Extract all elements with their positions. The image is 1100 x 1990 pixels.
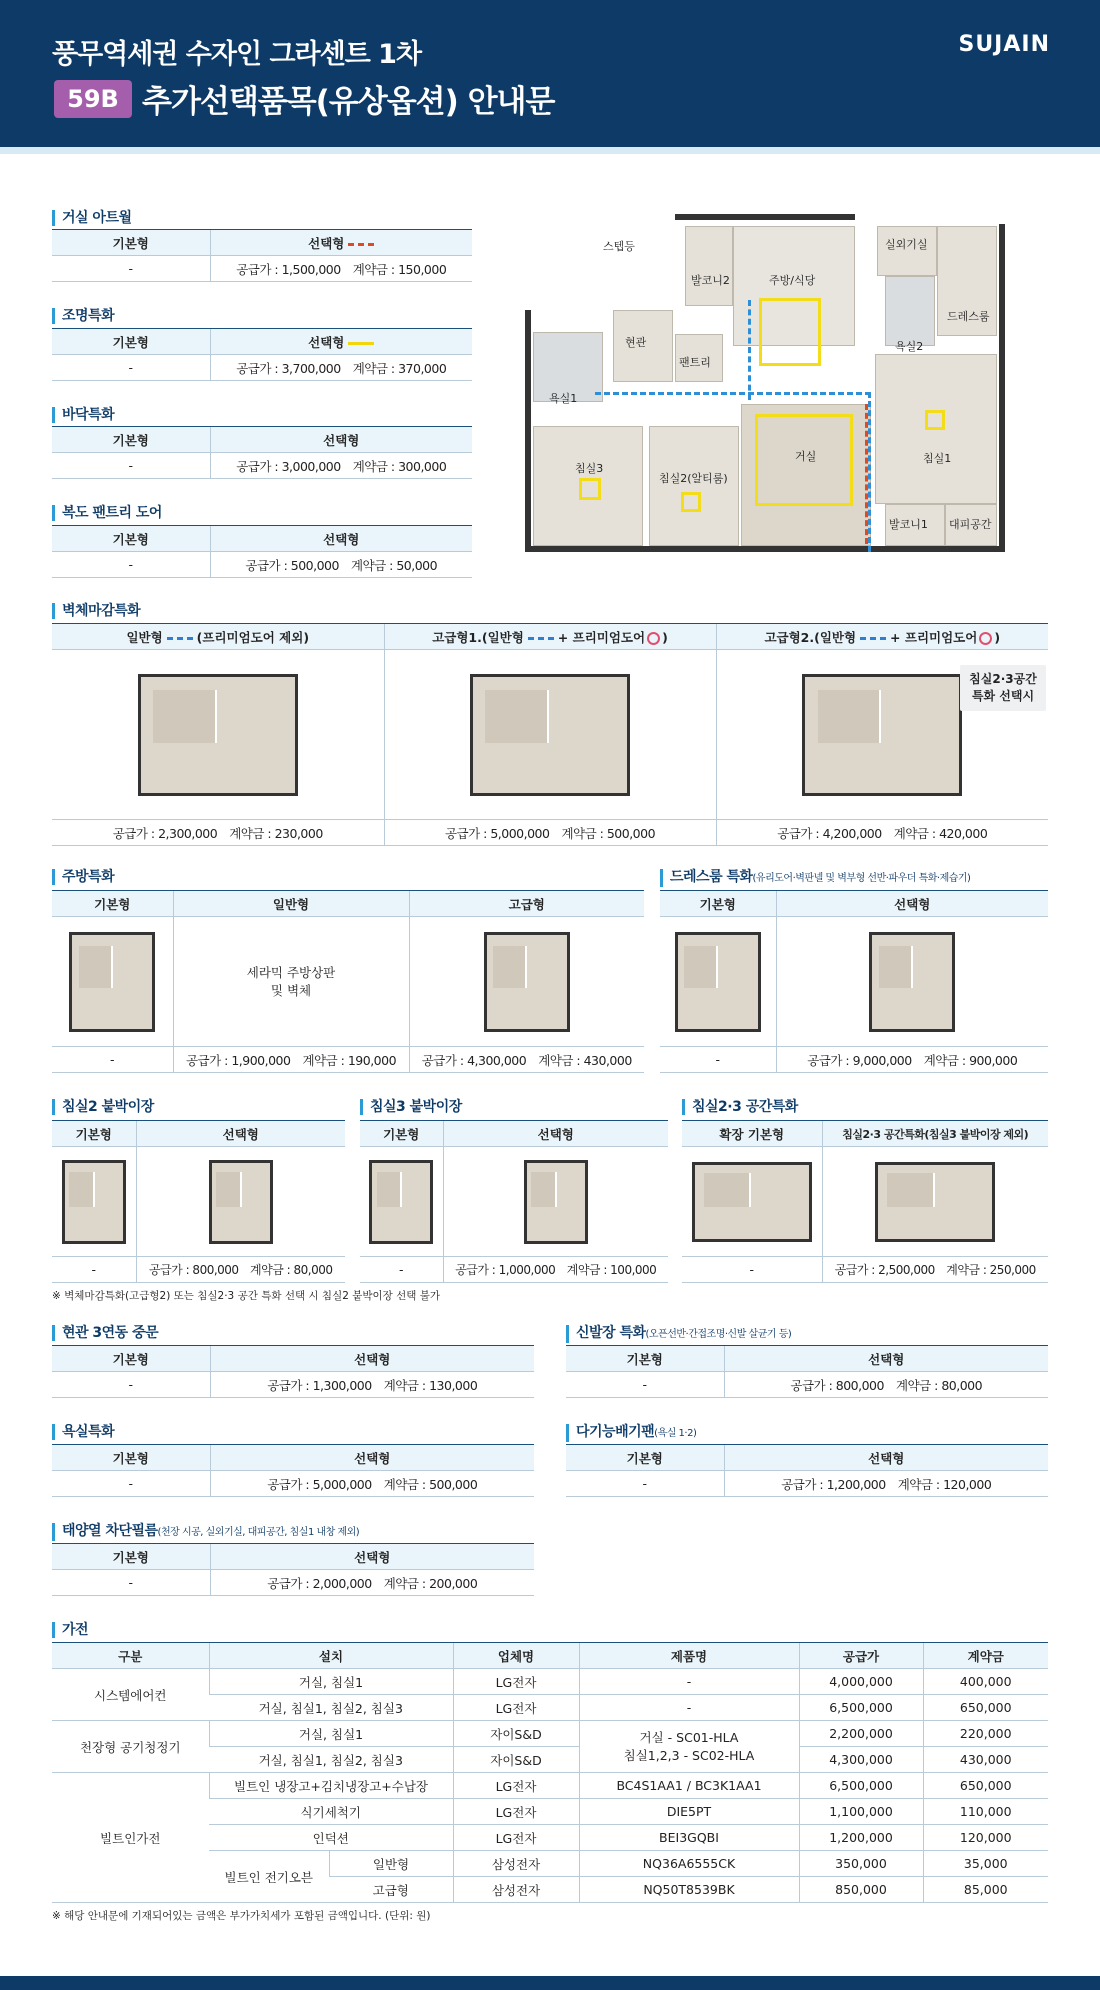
section-title-entrance: 현관 3연동 중문	[52, 1325, 158, 1341]
lighting-table: 기본형 선택형 - 공급가 : 3,700,000 계약금 : 370,000	[52, 328, 472, 381]
section-title-floor: 바닥특화	[52, 407, 114, 423]
floor-plan-thumbnail	[138, 674, 298, 796]
table-row: 빌트인 전기오븐 일반형 삼성전자 NQ36A6555CK 350,000 35,000	[52, 1851, 1048, 1877]
table-row: 거실, 침실1, 침실2, 침실3 자이S&D 4,300,000 430,000	[52, 1747, 1048, 1773]
bed2-basic-thumbnail	[62, 1160, 126, 1244]
group-builtin: 빌트인가전	[52, 1773, 209, 1903]
dressroom-thumbnail	[869, 932, 955, 1032]
section-title-wall-art: 거실 아트월	[52, 210, 132, 226]
kitchen-basic-image	[52, 917, 173, 1047]
kitchen-table: 기본형 일반형 고급형 세라믹 주방상판 및 벽체 - 공급가 : 1,900,000 계약금 : 190,000 공급가 : 4,300,000 계약금 : 430,000	[52, 890, 644, 1073]
yellow-line-legend-icon	[348, 342, 374, 345]
section-title-bed2-closet: 침실2 붙박이장	[52, 1099, 154, 1115]
wall-finish-price-1: 공급가 : 2,300,000 계약금 : 230,000	[52, 820, 384, 846]
fan-price: 공급가 : 1,200,000 계약금 : 120,000	[724, 1471, 1048, 1497]
vat-footnote: ※ 해당 안내문에 기재되어있는 금액은 부가가치세가 포함된 금액입니다. (단위: 원)	[52, 1910, 431, 1922]
table-row: 시스템에어컨 거실, 침실1 LG전자 - 4,000,000 400,000	[52, 1669, 1048, 1695]
floor-plan-thumbnail	[470, 674, 630, 796]
section-title-shoe: 신발장 특화(오픈선반·간접조명·신발 살균기 등)	[566, 1325, 791, 1343]
film-table: 기본형 선택형 - 공급가 : 2,000,000 계약금 : 200,000	[52, 1543, 534, 1596]
section-title-fan: 다기능배기팬(욕실 1·2)	[566, 1424, 696, 1442]
dressroom-price: 공급가 : 9,000,000 계약금 : 900,000	[776, 1047, 1048, 1073]
entrance-table: 기본형 선택형 - 공급가 : 1,300,000 계약금 : 130,000	[52, 1345, 534, 1398]
bed23-option-tag: 침실2·3공간 특화 선택시	[960, 665, 1046, 711]
red-circle-legend-icon	[979, 632, 992, 645]
col-basic: 기본형	[52, 230, 210, 256]
shoe-table: 기본형 선택형 - 공급가 : 800,000 계약금 : 80,000	[566, 1345, 1048, 1398]
bed3-closet-price: 공급가 : 1,000,000 계약금 : 100,000	[443, 1257, 668, 1283]
fan-table: 기본형 선택형 - 공급가 : 1,200,000 계약금 : 120,000	[566, 1444, 1048, 1497]
wall-finish-note: ※ 벽체마감특화(고급형2) 또는 침실2·3 공간 특화 선택 시 침실2 붙박이장 선택 불가	[52, 1290, 441, 1302]
section-title-appliance: 가전	[52, 1622, 88, 1638]
wall-finish-table: 일반형 (프리미엄도어 제외) 고급형1.(일반형 + 프리미엄도어 ) 고급형2.(일반형 + 프리미엄도어 ) 공급가 : 2,300,000 계약금 : 230,000 공급가 : 5,000,000 계약금 : 500,000 공급가 : 4,200,000 계약금 : 420,000	[52, 623, 1048, 846]
section-title-bath: 욕실특화	[52, 1424, 114, 1440]
section-title-bed3-closet: 침실3 붙박이장	[360, 1099, 462, 1115]
bed3-closet-thumbnail	[524, 1160, 588, 1244]
kitchen-general-desc: 세라믹 주방상판 및 벽체	[173, 917, 409, 1047]
lighting-price: 공급가 : 3,700,000 계약금 : 370,000	[210, 355, 472, 381]
film-price: 공급가 : 2,000,000 계약금 : 200,000	[210, 1570, 534, 1596]
group-oven: 빌트인 전기오븐	[209, 1851, 329, 1903]
room-bath2	[885, 276, 935, 346]
bed3-closet-table: 기본형 선택형 - 공급가 : 1,000,000 계약금 : 100,000	[360, 1120, 668, 1283]
pantry-door-table: 기본형 선택형 - 공급가 : 500,000 계약금 : 50,000	[52, 525, 472, 578]
section-title-bed23-space: 침실2·3 공간특화	[682, 1099, 798, 1115]
footer-bar	[0, 1976, 1100, 1990]
bed23-space-thumbnail	[875, 1162, 995, 1242]
floor-table: 기본형 선택형 - 공급가 : 3,000,000 계약금 : 300,000	[52, 426, 472, 479]
blue-dash-legend-icon	[860, 637, 886, 640]
bath-table: 기본형 선택형 - 공급가 : 5,000,000 계약금 : 500,000	[52, 1444, 534, 1497]
page-header	[0, 0, 1100, 147]
unit-type-badge: 59B	[54, 80, 132, 118]
kitchen-price-premium: 공급가 : 4,300,000 계약금 : 430,000	[409, 1047, 644, 1073]
entrance-price: 공급가 : 1,300,000 계약금 : 130,000	[210, 1372, 534, 1398]
floor-price: 공급가 : 3,000,000 계약금 : 300,000	[210, 453, 472, 479]
bed2-closet-table: 기본형 선택형 - 공급가 : 800,000 계약금 : 80,000	[52, 1120, 345, 1283]
floor-plan: 스텝등 발코니2 주방/식당 실외기실 드레스룸 현관 팬트리 욕실2 욕실1 침실3 침실2(알티룸) 거실 침실1 발코니1 대피공간	[525, 214, 1005, 554]
bed23-basic-thumbnail	[692, 1162, 812, 1242]
brand-logo: SUJAIN	[958, 32, 1050, 57]
wall-finish-price-3: 공급가 : 4,200,000 계약금 : 420,000	[716, 820, 1048, 846]
red-dash-legend-icon	[348, 243, 374, 246]
section-title-film: 태양열 차단필름(천장 시공, 실외기실, 대피공간, 침실1 내창 제외)	[52, 1523, 359, 1541]
dressroom-basic-image	[660, 917, 776, 1047]
bed3-basic-thumbnail	[369, 1160, 433, 1244]
blue-dash-legend-icon	[167, 637, 193, 640]
appliance-table: 구분 설치 업체명 제품명 공급가 계약금 시스템에어컨 거실, 침실1 LG전자 - 4,000,000 400,000 거실, 침실1, 침실2, 침실3 LG전자 - 6,500,000 650,000 천장형 공기청정기 거실, 침실1 자이S&D 거실 - SC01-HLA 침실1,2,3 - SC02-HLA 2,200,000 220,000 거실, 침실1, 침실2, 침실3 자이S&D 4,300,000 430,000 빌트인가전 빌트인 냉장고+김치냉장고+수납장 LG전자 BC4S1AA1 / BC3K1AA1 6,500,000 650,000 식기세척기 LG전자 DIE5PT 1,100,000 110,000 인덕션 LG전자 BEI3GQBI 1,200,000 120,000 빌트인 전기오븐 일반형 삼성전자 NQ36A6555CK 350,000 35,000 고급형 삼성전자 NQ50T8539BK 850,000 85,000	[52, 1642, 1048, 1903]
section-title-lighting: 조명특화	[52, 308, 114, 324]
table-row: 천장형 공기청정기 거실, 침실1 자이S&D 거실 - SC01-HLA 침실1,2,3 - SC02-HLA 2,200,000 220,000	[52, 1721, 1048, 1747]
col-select: 선택형	[210, 230, 472, 256]
pantry-door-price: 공급가 : 500,000 계약금 : 50,000	[210, 552, 472, 578]
section-title-wall-finish: 벽체마감특화	[52, 603, 140, 619]
group-aircon: 시스템에어컨	[52, 1669, 209, 1721]
header-stripe	[0, 147, 1100, 154]
wall-finish-plan-2	[384, 650, 716, 820]
kitchen-thumbnail	[69, 932, 155, 1032]
page-title: 추가선택품목(유상옵션) 안내문	[142, 84, 555, 120]
group-purifier: 천장형 공기청정기	[52, 1721, 209, 1773]
purifier-model: 거실 - SC01-HLA 침실1,2,3 - SC02-HLA	[579, 1721, 799, 1773]
table-row: 식기세척기 LG전자 DIE5PT 1,100,000 110,000	[52, 1799, 1048, 1825]
table-row: 인덕션 LG전자 BEI3GQBI 1,200,000 120,000	[52, 1825, 1048, 1851]
dressroom-thumbnail	[675, 932, 761, 1032]
kitchen-premium-image	[409, 917, 644, 1047]
complex-name: 풍무역세권 수자인 그라센트 1차	[52, 39, 422, 70]
table-row: 거실, 침실1, 침실2, 침실3 LG전자 - 6,500,000 650,000	[52, 1695, 1048, 1721]
bed2-closet-thumbnail	[209, 1160, 273, 1244]
wall-art-table: 기본형 선택형 - 공급가 : 1,500,000 계약금 : 150,000	[52, 229, 472, 282]
section-title-pantry-door: 복도 팬트리 도어	[52, 505, 162, 521]
shoe-price: 공급가 : 800,000 계약금 : 80,000	[724, 1372, 1048, 1398]
dressroom-select-image	[776, 917, 1048, 1047]
kitchen-thumbnail	[484, 932, 570, 1032]
bath-price: 공급가 : 5,000,000 계약금 : 500,000	[210, 1471, 534, 1497]
table-row: 빌트인가전 빌트인 냉장고+김치냉장고+수납장 LG전자 BC4S1AA1 / BC3K1AA1 6,500,000 650,000	[52, 1773, 1048, 1799]
wall-finish-price-2: 공급가 : 5,000,000 계약금 : 500,000	[384, 820, 716, 846]
kitchen-price-general: 공급가 : 1,900,000 계약금 : 190,000	[173, 1047, 409, 1073]
floor-plan-thumbnail	[802, 674, 962, 796]
art-wall-marker	[865, 404, 868, 544]
red-circle-legend-icon	[647, 632, 660, 645]
bed23-space-price: 공급가 : 2,500,000 계약금 : 250,000	[822, 1257, 1048, 1283]
room-balcony2	[685, 226, 733, 306]
wall-art-price: 공급가 : 1,500,000 계약금 : 150,000	[210, 256, 472, 282]
section-title-kitchen: 주방특화	[52, 869, 114, 885]
table-row: 고급형 삼성전자 NQ50T8539BK 850,000 85,000	[52, 1877, 1048, 1903]
blue-dash-legend-icon	[528, 637, 554, 640]
dressroom-table: 기본형 선택형 - 공급가 : 9,000,000 계약금 : 900,000	[660, 890, 1048, 1073]
bed2-closet-price: 공급가 : 800,000 계약금 : 80,000	[136, 1257, 345, 1283]
bed23-space-table: 확장 기본형 침실2·3 공간특화(침실3 붙박이장 제외) - 공급가 : 2,500,000 계약금 : 250,000	[682, 1120, 1048, 1283]
section-title-dressroom: 드레스룸 특화(유리도어·벽판넬 및 벽부형 선반·파우더 특화·제습기)	[660, 869, 970, 887]
wall-finish-plan-1	[52, 650, 384, 820]
